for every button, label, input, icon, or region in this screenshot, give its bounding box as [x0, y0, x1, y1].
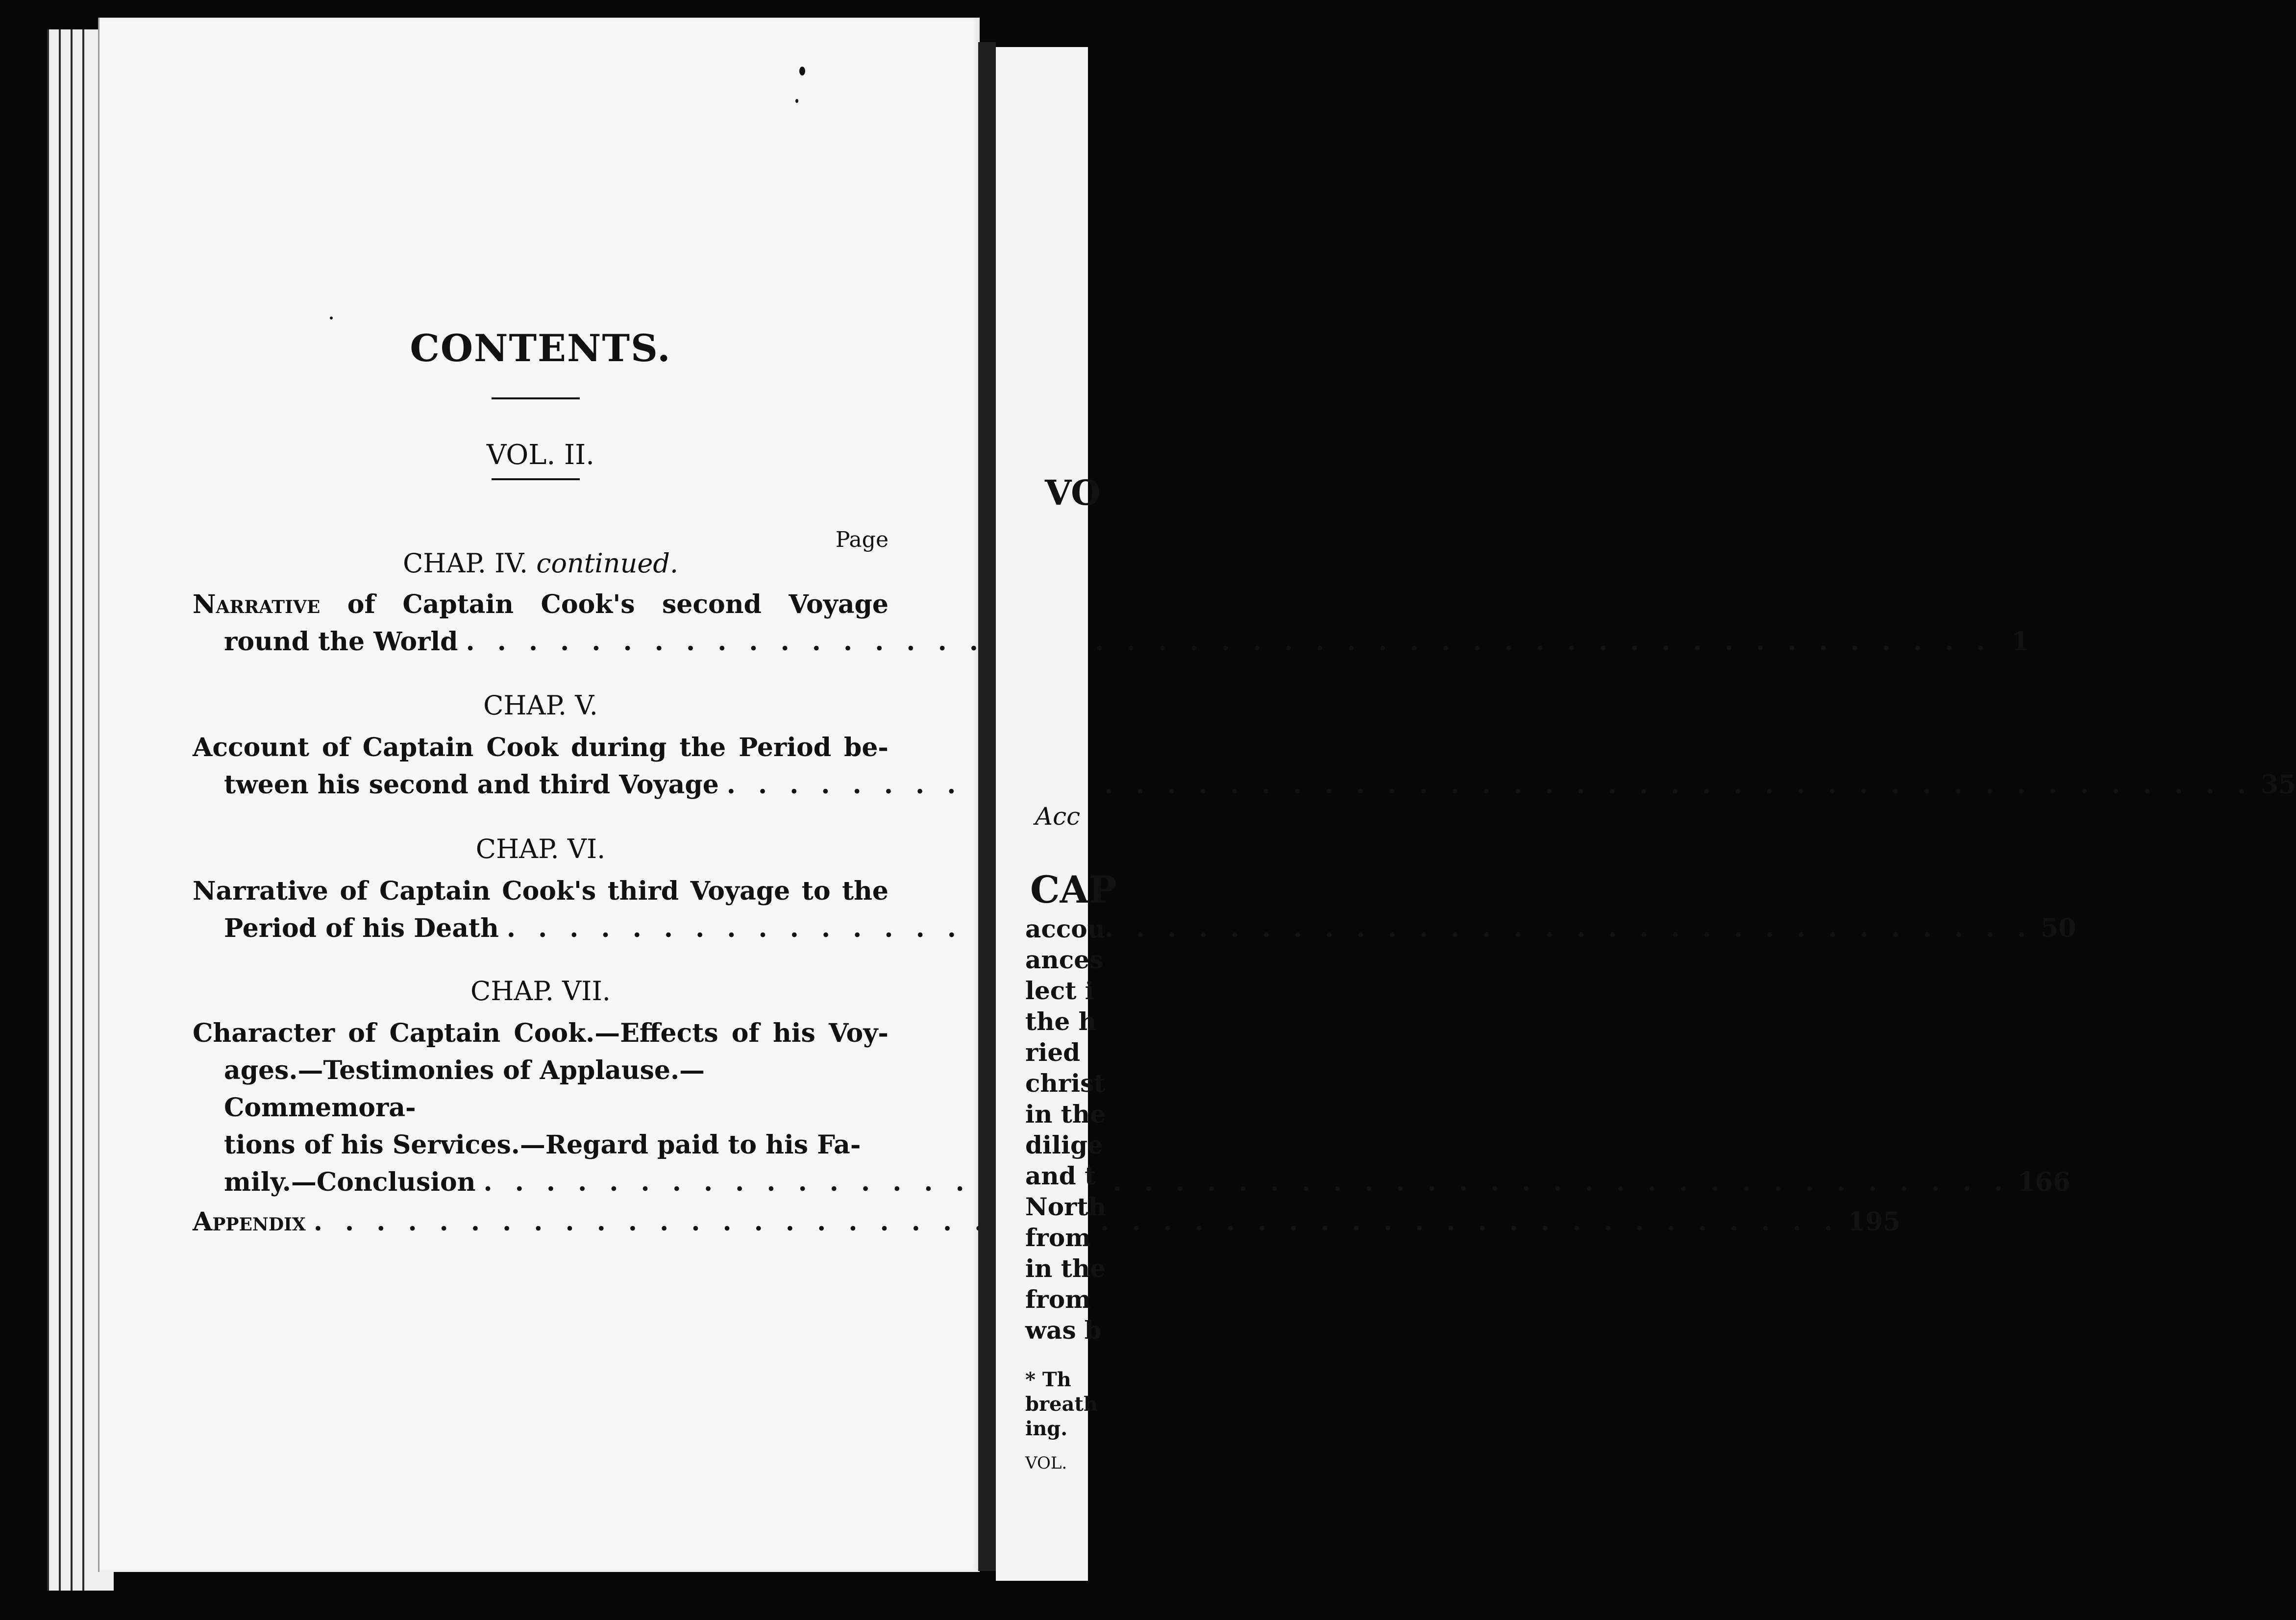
facing-page	[996, 47, 1117, 1581]
volume-label: VOL. II.	[486, 439, 595, 471]
toc-entry	[193, 586, 2029, 661]
facing-page-line: was b	[1025, 1316, 1102, 1345]
divider-rule	[492, 397, 580, 399]
chapter-note: continued.	[536, 548, 679, 579]
dot-leader	[466, 623, 1992, 661]
chapter-number: CHAP. V.	[483, 690, 598, 721]
entry-text: Period of his Death	[224, 913, 499, 943]
page-number: 1	[2011, 627, 2029, 657]
entry-text: tween his second and third Voyage	[224, 770, 719, 800]
page-column-label: Page	[835, 527, 889, 552]
entry-text: round the World	[224, 627, 458, 657]
entry-lead-word: Narrative	[193, 589, 321, 619]
facing-page-line: the h	[1025, 1007, 1097, 1036]
page-title: CONTENTS.	[410, 326, 671, 370]
page-number: 166	[2017, 1167, 2071, 1197]
divider-rule	[492, 478, 580, 480]
facing-page-footnote: ing.	[1025, 1417, 1068, 1440]
facing-page-line: from	[1025, 1223, 1091, 1252]
entry-line: Account of Captain Cook during the Period be-	[193, 733, 889, 762]
dot-leader	[507, 910, 2033, 947]
facing-page-dropcap: CAP	[1030, 868, 1117, 911]
entry-line: Character of Captain Cook.—Effects of his Voy-	[193, 1018, 889, 1048]
facing-page-footnote: * Th	[1025, 1368, 1071, 1391]
dot-leader	[727, 766, 2253, 804]
facing-page-line: christ	[1025, 1069, 1106, 1098]
facing-page-footnote: breath	[1025, 1393, 1098, 1416]
chapter-number: CHAP. IV.	[402, 548, 528, 579]
chapter-number: CHAP. VII.	[470, 976, 611, 1006]
facing-page-header: VO	[1045, 472, 1101, 513]
facing-page-line: lect i	[1025, 976, 1094, 1005]
entry-line	[193, 586, 889, 623]
facing-page-line: in the	[1025, 1100, 1106, 1129]
entry-line: Narrative of Captain Cook's third Voyage to the	[193, 876, 889, 906]
facing-page-line: North	[1025, 1192, 1106, 1221]
facing-page-line: accou	[1025, 914, 1105, 943]
facing-page-signature: VOL.	[1025, 1453, 1067, 1473]
page-number: 50	[2040, 913, 2076, 943]
facing-page-subheading: Acc	[1035, 802, 1081, 831]
entry-line: tions of his Services.—Regard paid to his Fa-	[224, 1130, 861, 1160]
facing-page-line: and t	[1025, 1161, 1096, 1190]
chapter-heading	[193, 690, 889, 721]
entry-line: ages.—Testimonies of Applause.—Commemora-	[224, 1055, 705, 1123]
chapter-heading	[193, 976, 889, 1006]
facing-page-line: in the	[1025, 1254, 1106, 1283]
chapter-number: CHAP. VI.	[475, 834, 606, 864]
facing-page-line: ances	[1025, 945, 1104, 974]
entry-text: Appendix	[193, 1207, 306, 1237]
book-gutter	[978, 42, 996, 1571]
chapter-heading	[193, 834, 889, 864]
facing-page-line: from	[1025, 1285, 1091, 1314]
page-number: 35	[2260, 770, 2296, 800]
entry-line	[193, 766, 2296, 804]
facing-page-line: ried	[1025, 1038, 1081, 1067]
toc-entry	[193, 729, 2296, 804]
entry-text: of Captain Cook's second Voyage	[347, 589, 889, 619]
facing-page-line: dilige	[1025, 1130, 1103, 1159]
page-number: 195	[1847, 1207, 1901, 1237]
chapter-heading	[193, 548, 889, 579]
dot-leader	[484, 1164, 2010, 1201]
entry-text: mily.—Conclusion	[224, 1167, 476, 1197]
entry-line	[193, 623, 2029, 661]
